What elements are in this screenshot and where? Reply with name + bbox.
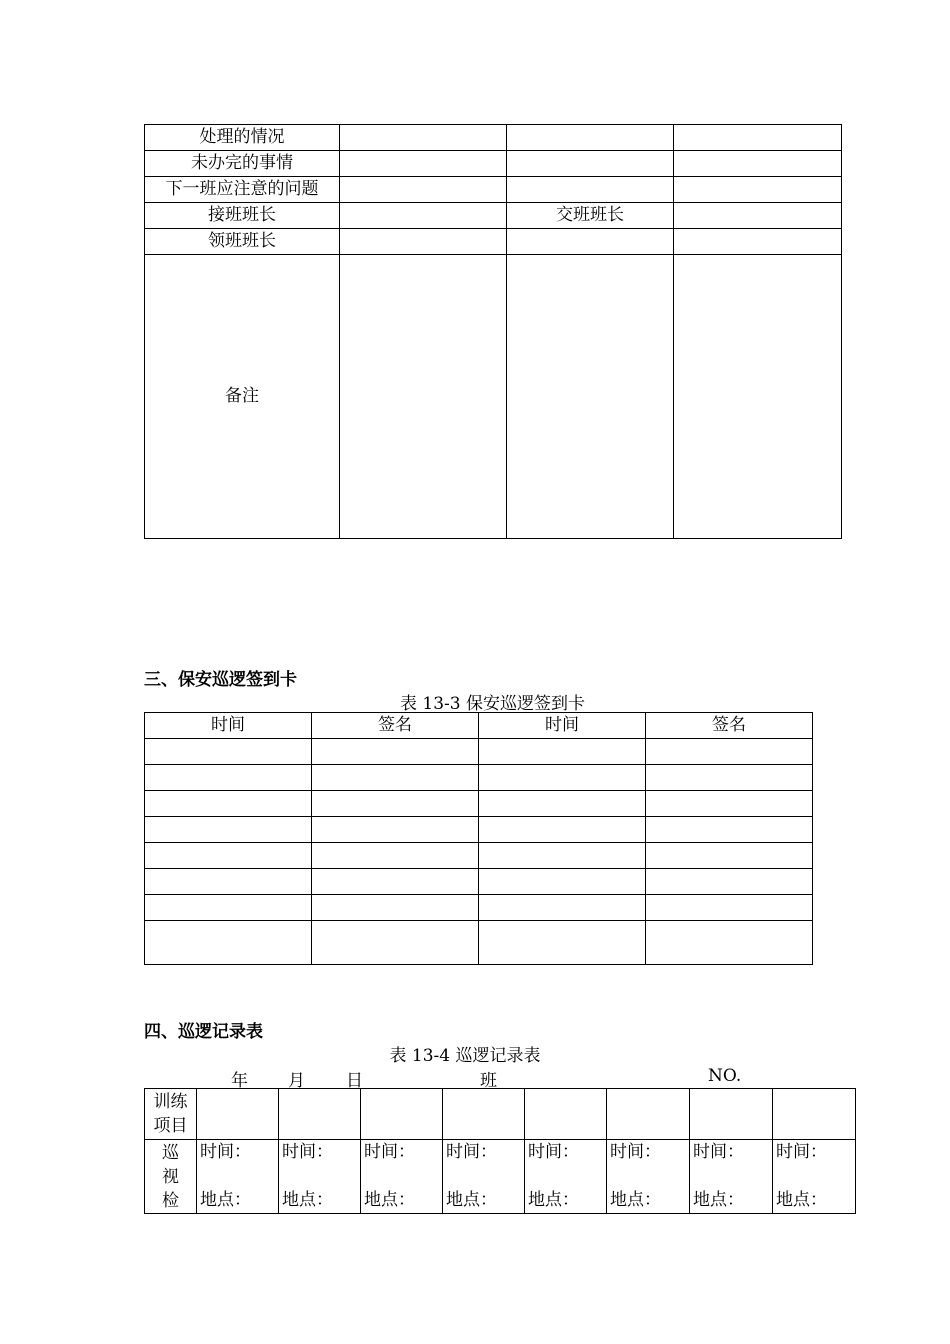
entry-cell[interactable]: [479, 739, 646, 765]
table-row: [145, 895, 813, 921]
entry-cell[interactable]: [507, 229, 674, 255]
table-row: [145, 125, 842, 151]
time-label: 时间：: [776, 1142, 827, 1162]
section-heading: 四、巡逻记录表: [144, 1022, 263, 1042]
entry-cell[interactable]: [479, 895, 646, 921]
entry-cell[interactable]: [340, 125, 507, 151]
entry-cell[interactable]: [690, 1089, 773, 1140]
entry-cell[interactable]: [479, 869, 646, 895]
entry-cell[interactable]: [525, 1089, 607, 1140]
entry-cell[interactable]: [312, 791, 479, 817]
entry-cell[interactable]: [145, 895, 312, 921]
entry-cell[interactable]: [340, 229, 507, 255]
entry-cell[interactable]: [340, 151, 507, 177]
row-label: 领班班长: [145, 229, 340, 255]
entry-cell[interactable]: [646, 921, 813, 965]
entry-cell[interactable]: [646, 843, 813, 869]
time-label: 时间：: [693, 1142, 744, 1162]
entry-cell[interactable]: [361, 1089, 443, 1140]
label-line: 训练: [153, 1092, 188, 1112]
table-row: [145, 1140, 856, 1214]
entry-cell[interactable]: [312, 739, 479, 765]
patrol-entry-cell[interactable]: [525, 1140, 607, 1214]
table-row: [145, 177, 842, 203]
entry-cell[interactable]: [145, 921, 312, 965]
entry-cell[interactable]: [507, 177, 674, 203]
label-line: 巡: [162, 1142, 179, 1163]
row-label: 下一班应注意的问题: [145, 177, 340, 203]
table-row: [145, 791, 813, 817]
entry-cell[interactable]: [340, 177, 507, 203]
entry-cell[interactable]: [145, 843, 312, 869]
time-label: 时间：: [610, 1142, 661, 1162]
entry-cell[interactable]: [507, 125, 674, 151]
date-month: 月: [288, 1071, 305, 1091]
row-label: 交班班长: [507, 203, 674, 229]
label-line: 项目: [153, 1116, 188, 1136]
label-line: 视: [162, 1166, 179, 1187]
entry-cell[interactable]: [145, 817, 312, 843]
patrol-signin-table: [144, 712, 813, 965]
entry-cell[interactable]: [145, 869, 312, 895]
patrol-entry-cell[interactable]: [279, 1140, 361, 1214]
place-label: 地点：: [200, 1190, 251, 1210]
entry-cell[interactable]: [646, 817, 813, 843]
table-row: [145, 843, 813, 869]
table-row: [145, 739, 813, 765]
place-label: 地点：: [610, 1190, 661, 1210]
entry-cell[interactable]: [674, 151, 842, 177]
handover-table: [144, 124, 842, 539]
patrol-label: [145, 1140, 197, 1214]
entry-cell[interactable]: [312, 817, 479, 843]
entry-cell[interactable]: [646, 765, 813, 791]
patrol-entry-cell[interactable]: [443, 1140, 525, 1214]
column-header: 签名: [312, 713, 479, 739]
entry-cell[interactable]: [443, 1089, 525, 1140]
entry-cell[interactable]: [312, 921, 479, 965]
entry-cell[interactable]: [479, 765, 646, 791]
table-row: [145, 765, 813, 791]
table-row: [145, 203, 842, 229]
entry-cell[interactable]: [479, 817, 646, 843]
table-header-row: [145, 713, 813, 739]
place-label: 地点：: [364, 1190, 415, 1210]
patrol-entry-cell[interactable]: [361, 1140, 443, 1214]
entry-cell[interactable]: [773, 1089, 856, 1140]
place-label: 地点：: [776, 1190, 827, 1210]
table-row: [145, 151, 842, 177]
time-label: 时间：: [446, 1142, 497, 1162]
entry-cell[interactable]: [312, 843, 479, 869]
entry-cell[interactable]: [646, 895, 813, 921]
time-label: 时间：: [282, 1142, 333, 1162]
date-day: 日: [346, 1071, 363, 1091]
shift-label: 班: [480, 1071, 497, 1091]
table-row: [145, 921, 813, 965]
column-header: 时间: [479, 713, 646, 739]
patrol-entry-cell[interactable]: [690, 1140, 773, 1214]
entry-cell[interactable]: [646, 869, 813, 895]
time-label: 时间：: [200, 1142, 251, 1162]
entry-cell[interactable]: [312, 869, 479, 895]
entry-cell[interactable]: [646, 791, 813, 817]
entry-cell[interactable]: [507, 255, 674, 539]
entry-cell[interactable]: [507, 151, 674, 177]
entry-cell[interactable]: [607, 1089, 690, 1140]
entry-cell[interactable]: [340, 255, 507, 539]
row-label: 处理的情况: [145, 125, 340, 151]
date-year: 年: [231, 1071, 248, 1091]
entry-cell[interactable]: [479, 921, 646, 965]
column-header: 时间: [145, 713, 312, 739]
entry-cell[interactable]: [646, 739, 813, 765]
row-label: 未办完的事情: [145, 151, 340, 177]
table-row: [145, 869, 813, 895]
column-header: 签名: [646, 713, 813, 739]
table-caption: 表 13-4 巡逻记录表: [389, 1046, 541, 1066]
training-item-label: [145, 1089, 197, 1140]
place-label: 地点：: [693, 1190, 744, 1210]
time-label: 时间：: [528, 1142, 579, 1162]
entry-cell[interactable]: [479, 843, 646, 869]
entry-cell[interactable]: [145, 739, 312, 765]
place-label: 地点：: [446, 1190, 497, 1210]
entry-cell[interactable]: [674, 255, 842, 539]
table-row: [145, 1089, 856, 1140]
entry-cell[interactable]: [674, 229, 842, 255]
table-caption: 表 13-3 保安巡逻签到卡: [400, 694, 585, 714]
entry-cell[interactable]: [674, 177, 842, 203]
table-row: [145, 255, 842, 539]
remarks-label: 备注: [145, 255, 340, 539]
patrol-entry-cell[interactable]: [607, 1140, 690, 1214]
number-label: NO.: [708, 1066, 742, 1086]
place-label: 地点：: [282, 1190, 333, 1210]
time-label: 时间：: [364, 1142, 415, 1162]
entry-cell[interactable]: [674, 203, 842, 229]
place-label: 地点：: [528, 1190, 579, 1210]
label-line: 检: [162, 1190, 179, 1211]
patrol-entry-cell[interactable]: [773, 1140, 856, 1214]
table-row: [145, 229, 842, 255]
entry-cell[interactable]: [340, 203, 507, 229]
entry-cell[interactable]: [312, 765, 479, 791]
table-row: [145, 817, 813, 843]
entry-cell[interactable]: [279, 1089, 361, 1140]
entry-cell[interactable]: [312, 895, 479, 921]
patrol-entry-cell[interactable]: [197, 1140, 279, 1214]
patrol-record-table: [144, 1088, 856, 1214]
entry-cell[interactable]: [197, 1089, 279, 1140]
entry-cell[interactable]: [145, 765, 312, 791]
entry-cell[interactable]: [674, 125, 842, 151]
section-heading: 三、保安巡逻签到卡: [144, 670, 297, 690]
entry-cell[interactable]: [479, 791, 646, 817]
row-label: 接班班长: [145, 203, 340, 229]
entry-cell[interactable]: [145, 791, 312, 817]
